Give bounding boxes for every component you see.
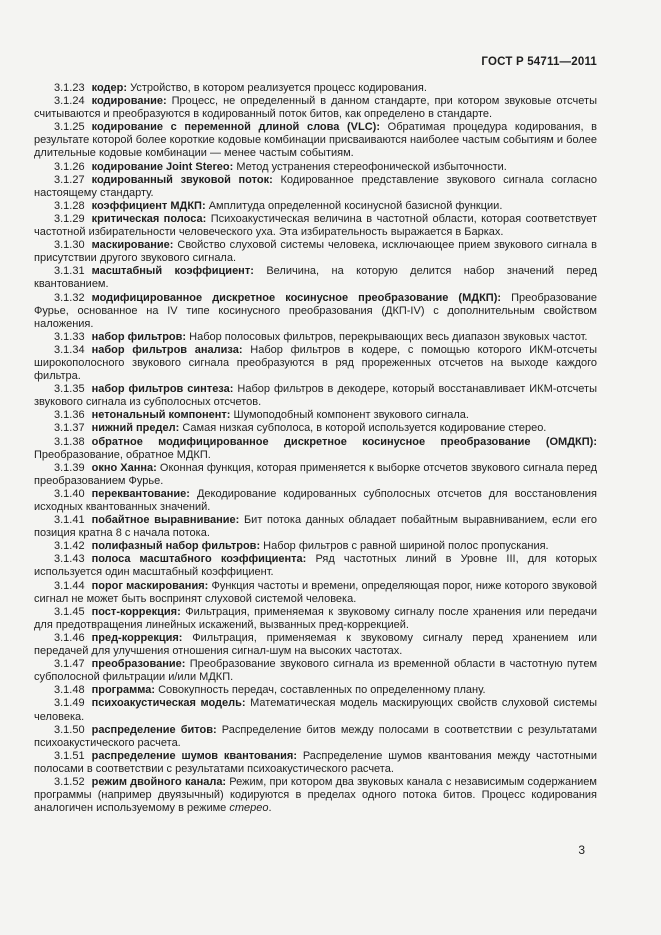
term-definition: Фильтрация, применяемая к звуковому сигналу перед хранением или передачей для улучшения отношения сигнал-шум на высоких частотах. xyxy=(34,631,597,658)
term-definition: Преобразование, обратное МДКП. xyxy=(34,448,211,461)
term-number: 3.1.42 xyxy=(54,540,85,553)
term-name: кодирование Joint Stereo: xyxy=(91,160,234,173)
term-definition-suffix: . xyxy=(268,802,272,815)
term-number: 3.1.24 xyxy=(54,95,85,108)
term-item xyxy=(34,174,597,200)
term-definition: Психоакустическая величина в частотной области, которая соответствует частотной избирательности человеческого уха. Эта избирательность выражается в Барках. xyxy=(34,212,598,239)
term-item xyxy=(34,95,597,121)
term-item xyxy=(34,580,597,606)
term-definition: Ряд частотных линий в Уровне III, для которых используется один масштабный коэффициент. xyxy=(34,553,597,579)
term-name: побайтное выравнивание: xyxy=(91,514,240,527)
term-definition: Преобразование Фурье, основанное на IV типе косинусного преобразования (ДКП-IV) с дополнительным свойством наложения. xyxy=(34,291,597,330)
term-name: режим двойного канала: xyxy=(91,775,227,788)
term-item xyxy=(34,488,597,514)
term-definition: Преобразование звукового сигнала из временной области в частотную путем субполосной фильтрации и/или МДКП. xyxy=(34,658,598,684)
term-item xyxy=(34,514,597,540)
term-definition: Распределение битов между полосами в соответствии с результатами психоакустического расчета. xyxy=(34,723,597,749)
term-name: кодирование с переменной длиной слова (VLC): xyxy=(91,121,380,134)
term-name: набор фильтров анализа: xyxy=(91,343,243,356)
term-number: 3.1.25 xyxy=(54,121,85,134)
term-definition: Устройство, в котором реализуется процесс кодирования. xyxy=(130,82,427,94)
term-number: 3.1.30 xyxy=(54,239,85,252)
term-definition: Набор фильтров в кодере, с помощью которого ИКМ-отсчеты широкополосного звукового сигнала преобразуются в ряд прореженных отсчетов на выходе каждого фильтра. xyxy=(34,343,597,383)
term-item xyxy=(34,724,597,750)
term-name: распределение шумов квантования: xyxy=(91,749,297,762)
term-item xyxy=(34,776,597,815)
term-name: порог маскирования: xyxy=(91,579,209,592)
document-header-gost-number: ГОСТ Р 54711—2011 xyxy=(481,56,597,68)
terms-list xyxy=(34,82,597,815)
term-name: модифицированное дискретное косинусное преобразование (МДКП): xyxy=(91,291,502,304)
term-number: 3.1.45 xyxy=(54,605,85,618)
term-name: обратное модифицированное дискретное косинусное преобразование (ОМДКП): xyxy=(91,435,597,448)
term-name: маскирование: xyxy=(91,239,174,252)
term-definition: Оконная функция, которая применяется к выборке отсчетов звукового сигнала перед преобразованием Фурье. xyxy=(34,461,597,487)
term-item xyxy=(34,462,597,488)
term-name: полифазный набор фильтров: xyxy=(91,540,261,553)
term-definition: Режим, при котором два звуковых канала с независимым содержанием программы (например двуязычный) кодируются в пределах одного потока битов. Процесс кодирования аналогичен используемому в режиме xyxy=(34,775,597,815)
term-name: масштабный коэффициент: xyxy=(91,265,254,278)
term-number: 3.1.36 xyxy=(54,409,85,422)
term-item xyxy=(34,383,597,409)
term-definition: Совокупность передач, составленных по определенному плану. xyxy=(158,684,486,697)
term-item xyxy=(34,684,597,697)
term-item xyxy=(34,606,597,632)
term-number: 3.1.31 xyxy=(54,265,85,278)
term-item xyxy=(34,121,597,160)
term-name: пост-коррекция: xyxy=(91,605,181,618)
term-number: 3.1.38 xyxy=(54,435,85,448)
term-name: набор фильтров синтеза: xyxy=(91,383,234,396)
term-item xyxy=(34,161,597,174)
term-number: 3.1.29 xyxy=(54,212,85,225)
term-item xyxy=(34,750,597,776)
term-item xyxy=(34,82,597,95)
term-item xyxy=(34,697,597,723)
term-definition: Величина, на которую делится набор значений перед квантованием. xyxy=(34,265,597,291)
term-name: полоса масштабного коэффициента: xyxy=(91,553,307,566)
term-definition: Обратимая процедура кодирования, в результате которой более короткие кодовые комбинации присваиваются наиболее частым событиям и более длительные кодовые комбинации — менее частым событиям. xyxy=(34,121,598,160)
term-definition-italic: стерео xyxy=(229,802,269,815)
term-number: 3.1.43 xyxy=(54,553,85,566)
term-number: 3.1.44 xyxy=(54,579,85,592)
term-item xyxy=(34,553,597,579)
term-item xyxy=(34,422,597,435)
term-item xyxy=(34,239,597,265)
term-definition: Бит потока данных обладает побайтным выравниванием, если его позиция кратна 8 с начала потока. xyxy=(34,514,597,540)
term-name: преобразование: xyxy=(91,658,186,671)
term-name: нижний предел: xyxy=(91,422,180,435)
term-number: 3.1.27 xyxy=(54,173,85,186)
term-definition: Фильтрация, применяемая к звуковому сигналу после хранения или передачи для предотвращения линейных искажений, вызванных пред-коррекцией. xyxy=(34,605,598,631)
term-name: переквантование: xyxy=(91,487,190,500)
page-number: 3 xyxy=(578,843,585,857)
term-number: 3.1.51 xyxy=(54,749,85,762)
term-definition: Набор полосовых фильтров, перекрывающих весь диапазон звуковых частот. xyxy=(189,330,588,343)
term-definition: Декодирование кодированных субполосных отсчетов для восстановления исходных квантованных значений. xyxy=(34,487,597,513)
term-number: 3.1.37 xyxy=(54,422,85,435)
term-name: пред-коррекция: xyxy=(91,631,183,644)
term-name: набор фильтров: xyxy=(91,330,187,343)
term-item xyxy=(34,409,597,422)
term-number: 3.1.23 xyxy=(54,82,85,94)
term-number: 3.1.46 xyxy=(54,631,85,644)
term-number: 3.1.49 xyxy=(54,697,85,710)
term-item xyxy=(34,344,597,383)
term-number: 3.1.48 xyxy=(54,684,85,697)
term-number: 3.1.52 xyxy=(54,775,85,788)
term-item xyxy=(34,436,597,462)
term-item xyxy=(34,632,597,658)
term-name: кодирование: xyxy=(91,95,167,108)
term-definition: Кодированное представление звукового сигнала согласно настоящему стандарту. xyxy=(34,173,597,199)
term-definition: Распределение шумов квантования между частотными полосами в соответствии с результатами психоакустического расчета. xyxy=(34,749,597,775)
term-name: нетональный компонент: xyxy=(91,409,231,422)
term-number: 3.1.32 xyxy=(54,291,85,304)
term-item xyxy=(34,200,597,213)
term-definition: Процесс, не определенный в данном стандарте, при котором звуковые отсчеты считываются и преобразуются в кодированный поток битов, как определено в стандарте. xyxy=(34,95,597,121)
term-definition: Метод устранения стереофонической избыточности. xyxy=(236,160,507,173)
term-number: 3.1.39 xyxy=(54,461,85,474)
term-number: 3.1.41 xyxy=(54,514,85,527)
term-name: распределение битов: xyxy=(91,723,217,736)
term-name: программа: xyxy=(91,684,156,697)
term-name: критическая полоса: xyxy=(91,212,207,225)
term-definition: Шумоподобный компонент звукового сигнала. xyxy=(233,409,469,422)
term-number: 3.1.26 xyxy=(54,160,85,173)
term-number: 3.1.33 xyxy=(54,330,85,343)
term-definition: Свойство слуховой системы человека, исключающее прием звукового сигнала в присутствии другого звукового сигнала. xyxy=(34,239,598,265)
term-item xyxy=(34,658,597,684)
term-number: 3.1.40 xyxy=(54,487,85,500)
term-name: окно Ханна: xyxy=(91,461,157,474)
term-number: 3.1.50 xyxy=(54,723,85,736)
term-number: 3.1.28 xyxy=(54,199,85,212)
term-number: 3.1.34 xyxy=(54,343,85,356)
term-definition: Набор фильтров с равной шириной полос пропускания. xyxy=(263,540,549,553)
term-definition: Самая низкая субполоса, в которой используется кодирование стерео. xyxy=(182,422,547,435)
term-item xyxy=(34,292,597,331)
term-item xyxy=(34,265,597,291)
term-definition: Амплитуда определенной косинусной базисной функции. xyxy=(208,199,503,212)
term-name: психоакустическая модель: xyxy=(91,697,246,710)
term-definition: Набор фильтров в декодере, который восстанавливает ИКМ-отсчеты звукового сигнала из субполосных отсчетов. xyxy=(34,383,597,409)
term-number: 3.1.47 xyxy=(54,658,85,671)
term-item xyxy=(34,540,597,553)
term-definition: Функция частоты и времени, определяющая порог, ниже которого звуковой сигнал не может быть воспринят слуховой системой человека. xyxy=(34,579,597,605)
term-definition: Математическая модель маскирующих свойств слуховой системы человека. xyxy=(34,697,597,723)
term-number: 3.1.35 xyxy=(54,383,85,396)
term-name: коэффициент МДКП: xyxy=(91,199,206,212)
term-name: кодер: xyxy=(91,82,128,94)
term-name: кодированный звуковой поток: xyxy=(91,173,273,186)
term-item xyxy=(34,213,597,239)
term-item xyxy=(34,331,597,344)
